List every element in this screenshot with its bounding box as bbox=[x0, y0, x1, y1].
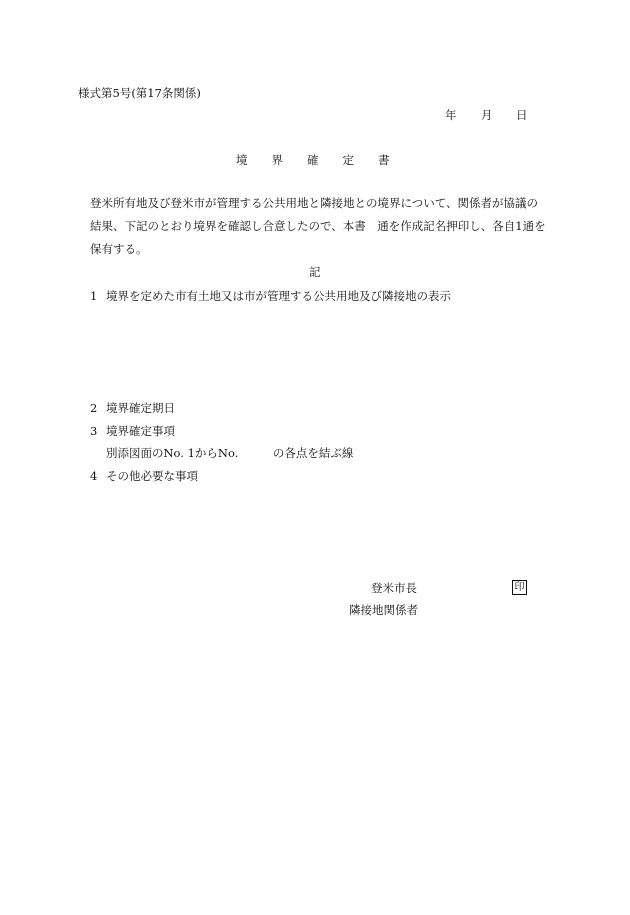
date-year-label: 年 bbox=[445, 108, 457, 122]
item-text: 境界確定期日 bbox=[106, 401, 175, 415]
item-number: 1 bbox=[90, 289, 98, 303]
item-number: 2 bbox=[90, 401, 98, 415]
body-paragraph-line: 登米所有地及び登米市が管理する公共用地と隣接地との境界について、関係者が協議の bbox=[90, 196, 539, 210]
form-number: 様式第5号(第17条関係) bbox=[78, 86, 201, 100]
title-char: 確 bbox=[307, 153, 319, 167]
title-char: 境 bbox=[236, 153, 248, 167]
body-paragraph-line: 結果、下記のとおり境界を確認し合意したので、本書 通を作成記名押印し、各自1通を bbox=[90, 219, 546, 233]
item-number: 3 bbox=[90, 424, 98, 438]
body-paragraph-line: 保有する。 bbox=[90, 242, 148, 256]
date-day-label: 日 bbox=[516, 108, 528, 122]
neighbors-signature-label: 隣接地関係者 bbox=[349, 603, 418, 617]
item-text: 境界確定事項 bbox=[106, 424, 175, 438]
ki-heading: 記 bbox=[309, 265, 321, 279]
item-number: 4 bbox=[90, 469, 98, 483]
item-text: 境界を定めた市有土地又は市が管理する公共用地及び隣接地の表示 bbox=[106, 289, 451, 303]
title-char: 定 bbox=[342, 153, 354, 167]
mayor-signature-label: 登米市長 bbox=[371, 581, 417, 595]
title-char: 界 bbox=[271, 153, 283, 167]
item-subtext: 別添図面のNo. 1からNo. の各点を結ぶ線 bbox=[106, 446, 354, 460]
title-char: 書 bbox=[378, 153, 390, 167]
date-month-label: 月 bbox=[481, 108, 493, 122]
document-title bbox=[236, 155, 390, 167]
seal-mark: 印 bbox=[512, 580, 527, 595]
item-text: その他必要な事項 bbox=[106, 469, 198, 483]
